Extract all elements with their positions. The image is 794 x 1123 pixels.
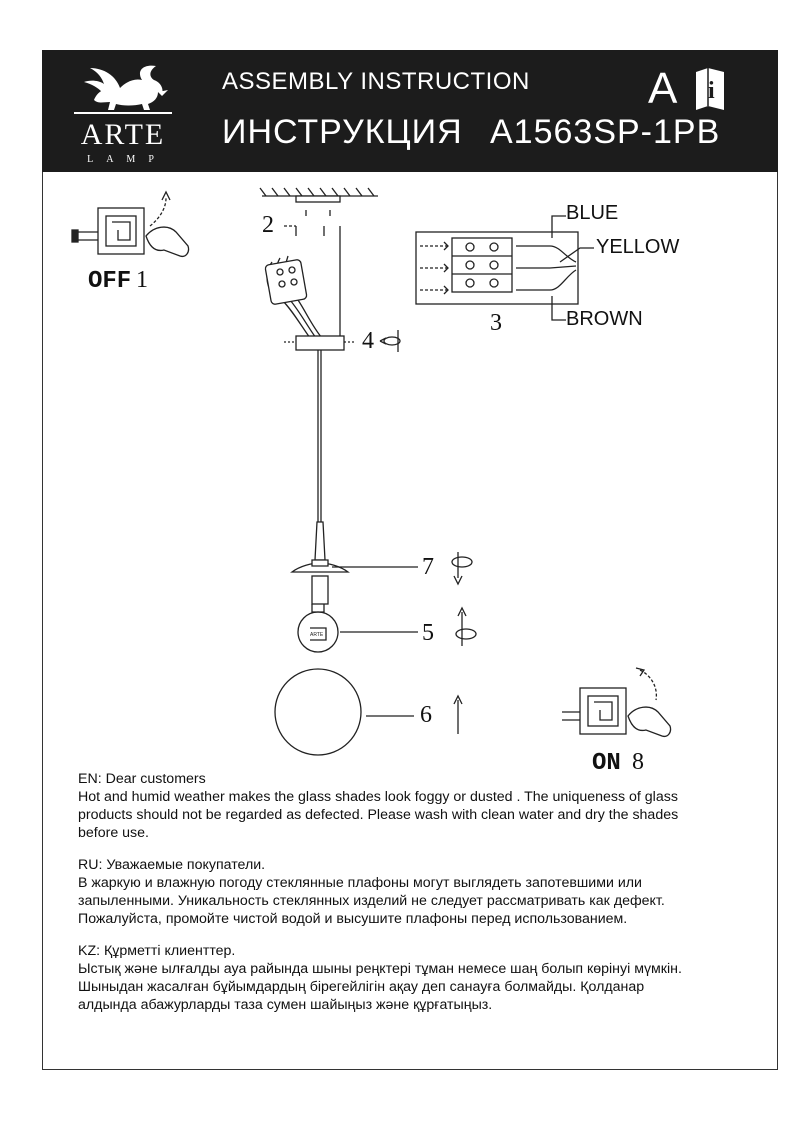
header-bar [42,50,778,172]
note-en-line: Hot and humid weather makes the glass shades look foggy or dusted . The uniqueness of glass [78,789,678,805]
note-kz-line: Шыныдан жасалған бұйымдардың бірегейлігін ақау деп санауға болмайды. Қолданар [78,979,645,995]
wall-switch-on-icon [562,668,671,736]
brand-subtitle: LAMP [87,154,167,165]
canopy [296,336,344,350]
assembly-diagram [0,172,794,777]
note-en-line: before use. [78,825,149,841]
note-ru-line: Пожалуйста, промойте чистой водой и высушите плафоны перед использованием. [78,911,628,927]
rotate-arrow-icon-7 [452,552,472,584]
brand-name: ARTE [80,118,166,151]
suspension-rod [318,350,321,522]
note-kz-line: алдында абажурларды таза сумен шайыңыз және құрғатыңыз. [78,997,493,1013]
glass-globe [275,669,361,755]
step-3-label: 3 [490,310,502,336]
step-5-label: 5 [422,620,434,646]
customer-notes [78,770,728,1014]
switch-on-label: ON [592,750,621,777]
note-ru-line: запыленными. Уникальность стеклянных изделий не следует рассматривать как дефект. [78,893,665,909]
step-4-label: 4 [362,328,374,354]
note-kz-heading: KZ: Құрметті клиенттер. [78,943,236,959]
note-ru-heading: RU: Уважаемые покупатели. [78,857,266,873]
up-arrow-icon-6 [454,696,462,734]
wall-switch-off-icon [72,192,189,256]
ceiling-hatch [260,188,378,202]
wire-brown-label: BROWN [566,308,643,330]
manual-icon-letter: i [708,78,715,104]
step-8-label: 8 [632,749,644,775]
step-7-label: 7 [422,554,434,580]
step-1-label: 1 [136,267,148,293]
rotate-arrow-icon-5 [456,608,476,646]
switch-off-label: OFF [88,268,132,295]
title-english: ASSEMBLY INSTRUCTION [222,68,530,95]
bulb-brand-text: ARTE [310,632,324,638]
light-bulb-icon [298,604,338,652]
title-russian: ИНСТРУКЦИЯ [222,113,463,151]
wire-yellow-label: YELLOW [596,236,680,258]
language-letter: A [648,64,678,113]
note-kz-line: Ыстық және ылғалды ауа райында шыны реңктері тұман немесе шаң болып көрінуі мүмкін. [78,961,682,977]
model-number: A1563SP-1PB [490,113,721,151]
rotate-arrow-icon-4 [380,330,400,352]
wire-bundle [265,256,322,338]
note-en-line: products should not be regarded as defected. Please wash with clean water and dry the shades [78,807,679,823]
note-en-heading: EN: Dear customers [78,771,206,787]
step-2-label: 2 [262,212,274,238]
griffin-logo-icon [64,60,182,120]
wire-blue-label: BLUE [566,202,619,224]
step-6-label: 6 [420,702,432,728]
assembly-drawing [0,172,794,772]
note-ru-line: В жаркую и влажную погоду стеклянные плафоны могут выглядеть запотевшими или [78,875,642,891]
brand-logo [64,60,182,166]
terminal-block-diagram [416,216,594,320]
manual-book-icon [692,64,728,114]
